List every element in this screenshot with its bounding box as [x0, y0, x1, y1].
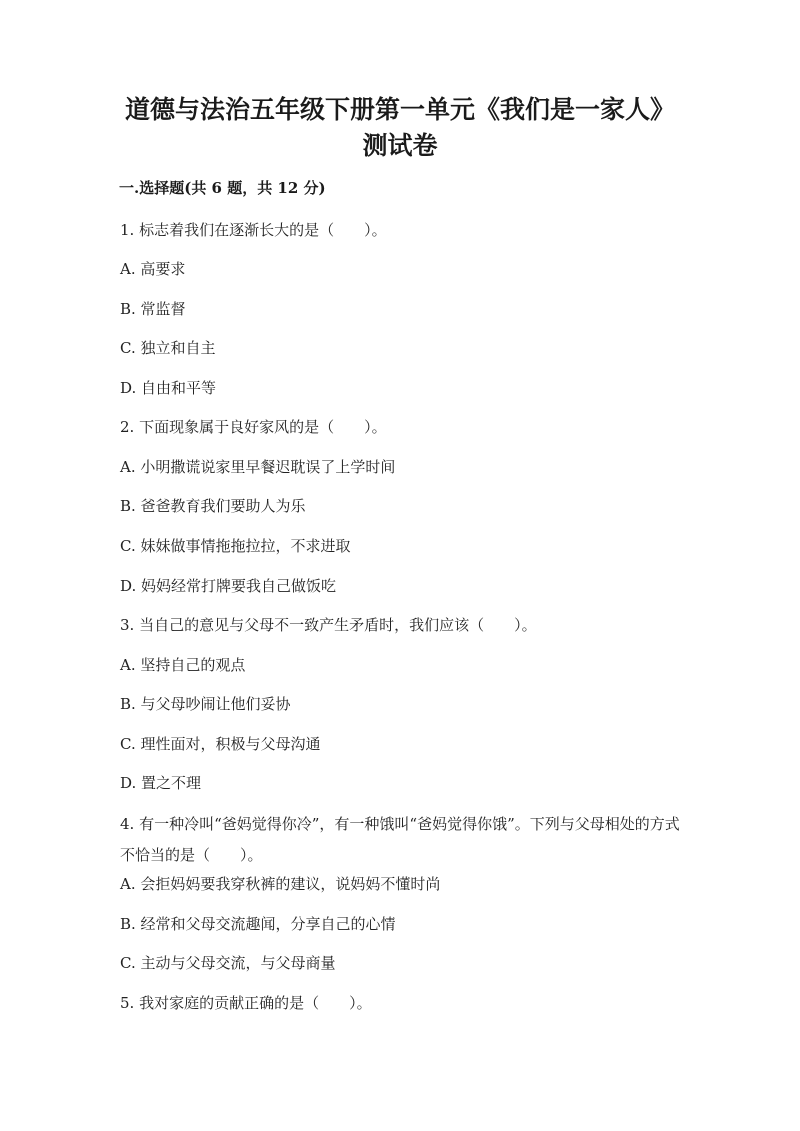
section-heading: 一.选择题(共 6 题，共 12 分): [119, 179, 326, 197]
question-3-option-a: A. 坚持自己的观点: [120, 656, 246, 674]
question-5-stem: 5. 我对家庭的贡献正确的是（ ）。: [120, 994, 372, 1012]
question-1-option-c: C. 独立和自主: [120, 339, 216, 357]
question-4-option-b: B. 经常和父母交流趣闻，分享自己的心情: [120, 915, 396, 933]
exam-title-line-2: 测试卷: [362, 131, 438, 160]
question-4-option-c: C. 主动与父母交流，与父母商量: [120, 954, 336, 972]
question-2-option-a: A. 小明撒谎说家里早餐迟耽误了上学时间: [120, 458, 396, 476]
question-3-stem: 3. 当自己的意见与父母不一致产生矛盾时，我们应该（ ）。: [120, 616, 537, 634]
question-3-option-c: C. 理性面对，积极与父母沟通: [120, 735, 321, 753]
exam-title-line-1: 道德与法治五年级下册第一单元《我们是一家人》: [124, 95, 675, 124]
question-3-option-b: B. 与父母吵闹让他们妥协: [120, 695, 291, 713]
question-1-option-d: D. 自由和平等: [120, 379, 217, 397]
question-2-option-b: B. 爸爸教育我们要助人为乐: [120, 497, 306, 515]
question-2-option-d: D. 妈妈经常打牌要我自己做饭吃: [120, 577, 337, 595]
question-1-stem: 1. 标志着我们在逐渐长大的是（ ）。: [120, 221, 387, 239]
question-1-option-a: A. 高要求: [120, 260, 186, 278]
question-2-option-c: C. 妹妹做事情拖拖拉拉，不求进取: [120, 537, 351, 555]
question-4-option-a: A. 会拒妈妈要我穿秋裤的建议，说妈妈不懂时尚: [120, 875, 441, 893]
question-2-stem: 2. 下面现象属于良好家风的是（ ）。: [120, 418, 387, 436]
question-1-option-b: B. 常监督: [120, 300, 186, 318]
question-4-stem: 4. 有一种冷叫“爸妈觉得你冷”，有一种饿叫“爸妈觉得你饿”。下列与父母相处的方式不恰当的是（ ）。: [120, 815, 680, 864]
question-3-option-d: D. 置之不理: [120, 774, 202, 792]
